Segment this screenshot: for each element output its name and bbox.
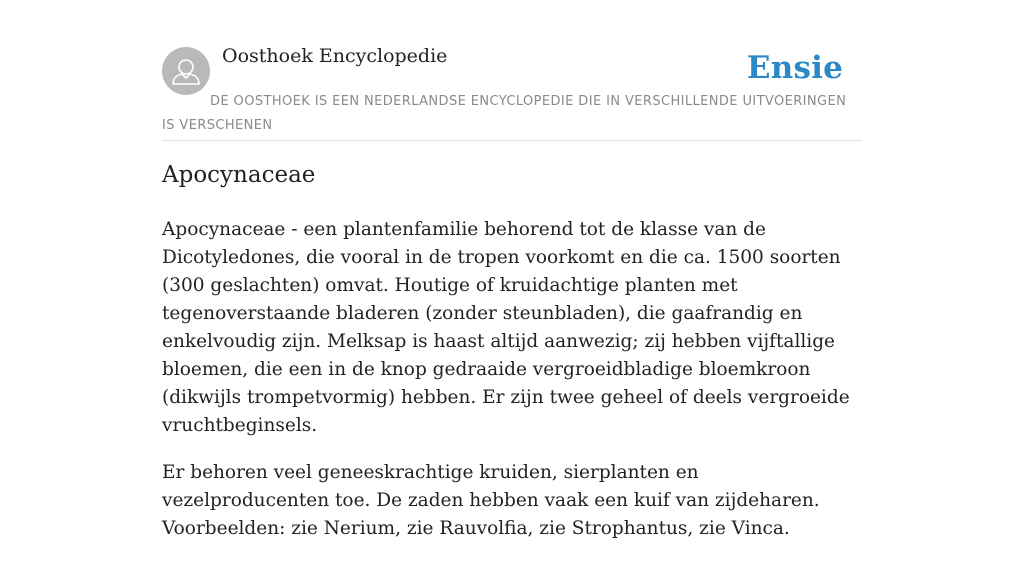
user-silhouette-icon: [162, 47, 210, 95]
article-title: Apocynaceae: [162, 162, 316, 188]
article-paragraph: Apocynaceae - een plantenfamilie behorend tot de klasse van de Dicotyledones, die vooral in de tropen voorkomt en die ca. 1500 soorten (300 geslachten) omvat. Houtige of kruidachtige planten met tegenoverstaande bladeren (zonder steunbladen), die gaafrandig en enkelvoudig zijn. Melksap is haast altijd aanwezig; zij hebben vijftallige bloemen, die een in de knop gedraaide vergroeidbladige bloemkroon (dikwijls trompetvormig) hebben. Er zijn twee geheel of deels vergroeide vruchtbeginsels.: [162, 219, 850, 436]
author-name[interactable]: Oosthoek Encyclopedie: [222, 45, 448, 67]
author-avatar[interactable]: [162, 47, 210, 95]
article-header: [162, 40, 862, 141]
article-body: [162, 216, 864, 562]
site-logo[interactable]: Ensie: [746, 50, 843, 86]
article-paragraph: Er behoren veel geneeskrachtige kruiden, sierplanten en vezelproducenten toe. De zaden hebben vaak een kuif van zijdeharen. Voorbeelden: zie Nerium, zie Rauvolfia, zie Strophantus, zie Vinca.: [162, 462, 820, 539]
author-description: DE OOSTHOEK IS EEN NEDERLANDSE ENCYCLOPEDIE DIE IN VERSCHILLENDE UITVOERINGEN IS VERSCHENEN: [162, 94, 847, 133]
